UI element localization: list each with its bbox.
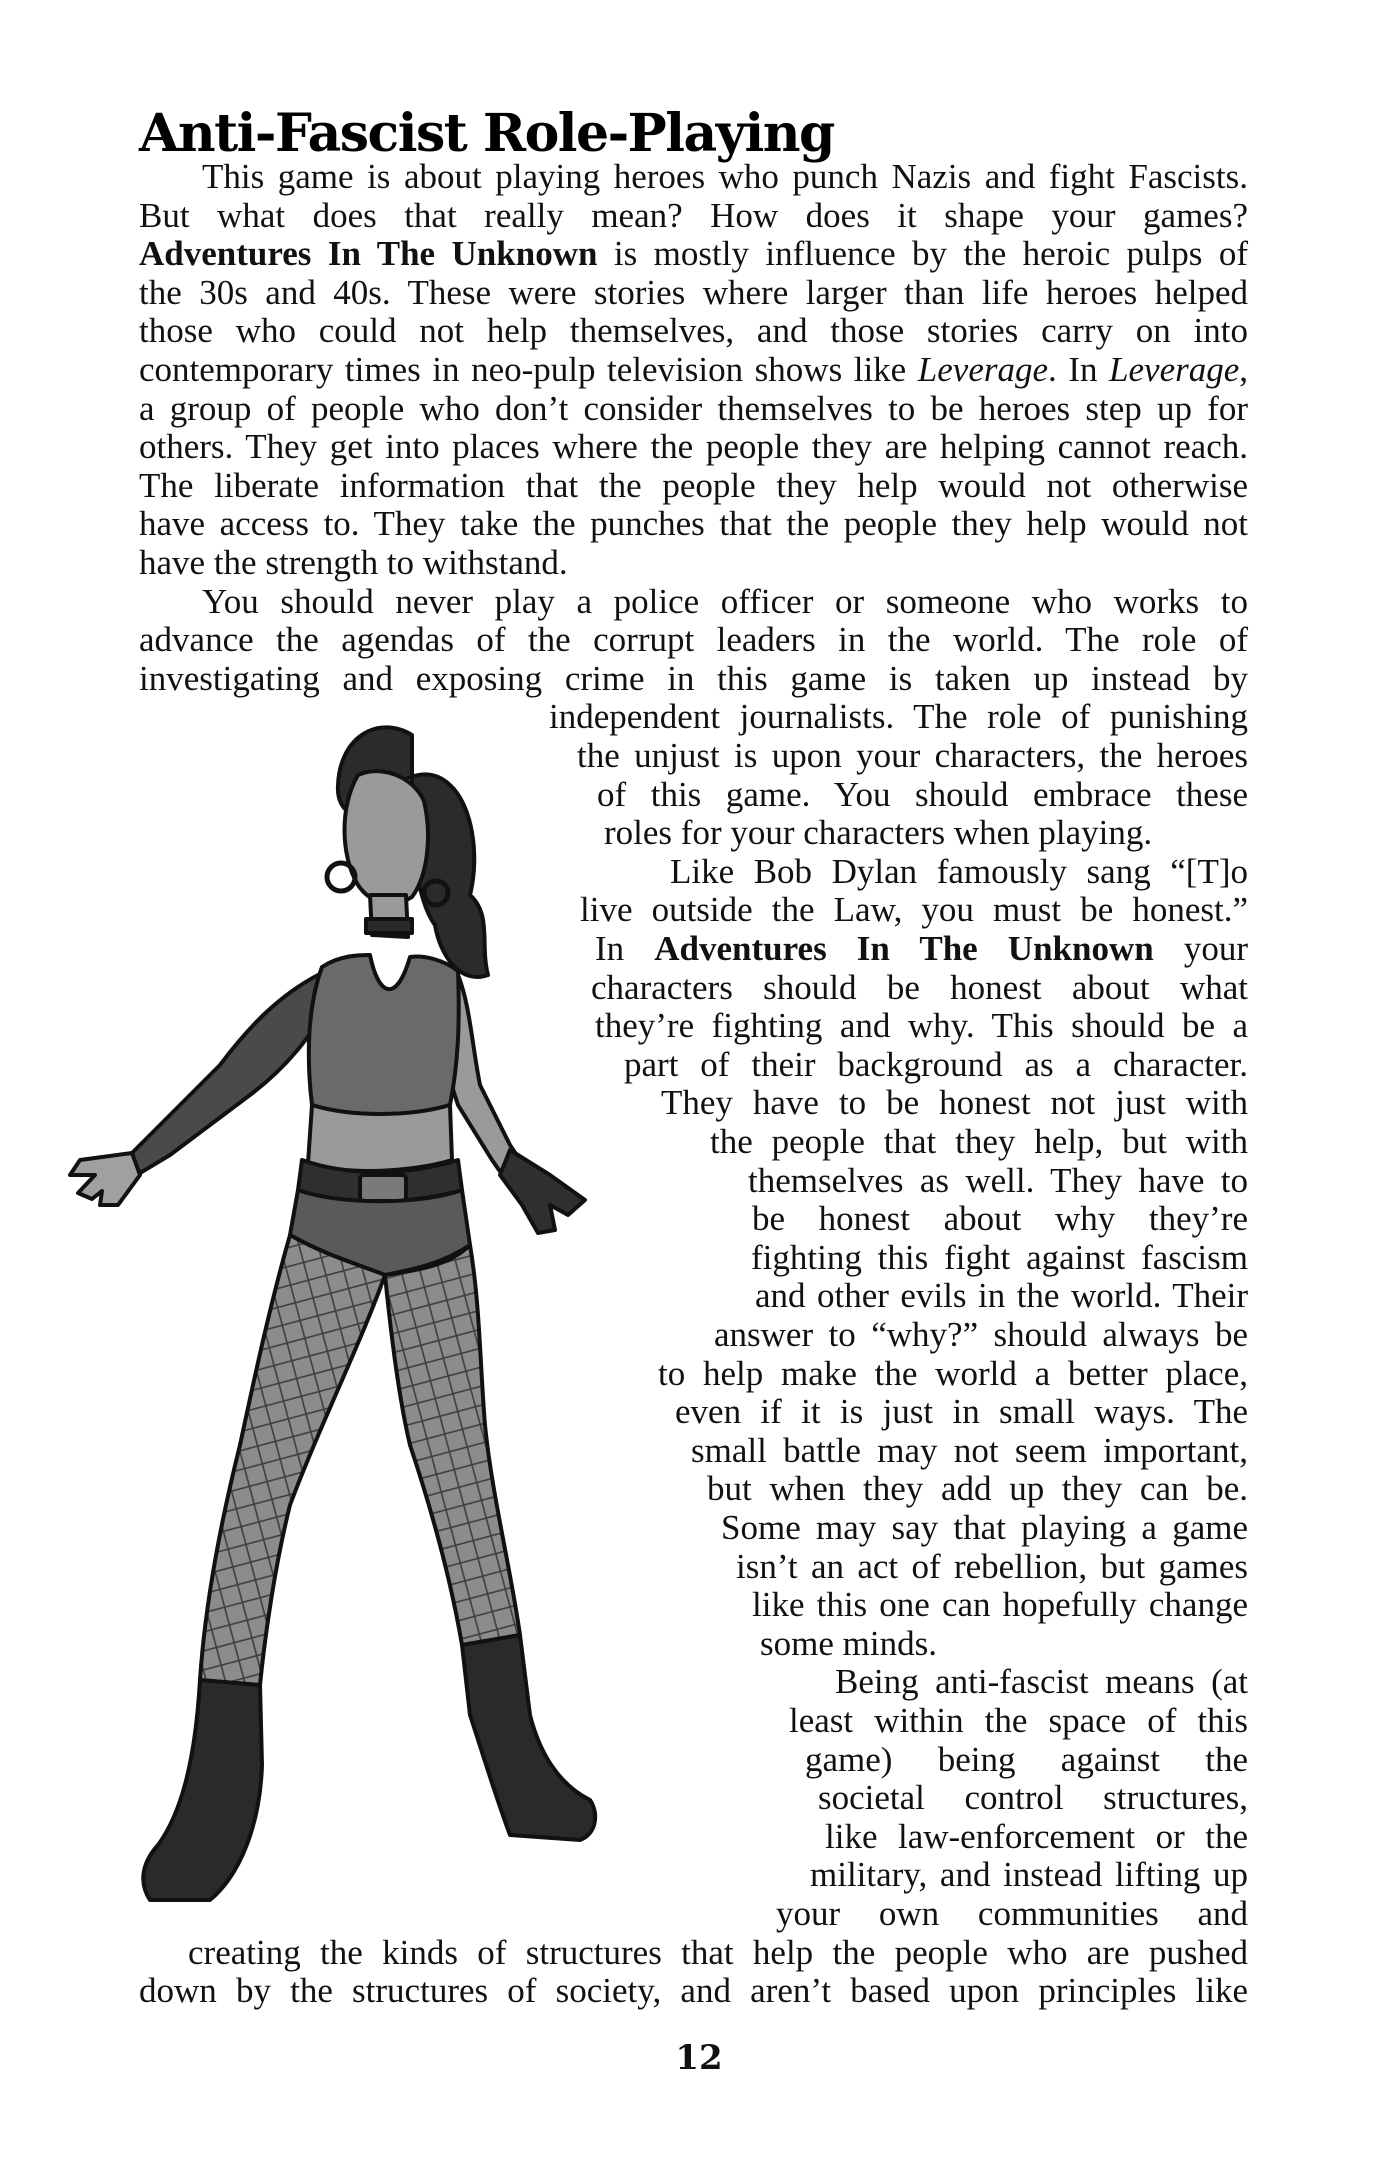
bold-title: Adventures In The Unknown [139, 234, 598, 274]
text-segment: In [595, 929, 655, 968]
text-segment: , [1239, 350, 1249, 389]
text-line: even if it is just in small ways. The [675, 1392, 1248, 1432]
text-line: to help make the world a better place, [658, 1353, 1248, 1393]
text-line: themselves as well. They have to [748, 1160, 1248, 1200]
left-boot-shape [143, 1680, 262, 1900]
text-line: But what does that really mean? How does it shape your games? [139, 195, 1248, 235]
text-line: isn’t an act of rebellion, but games [736, 1546, 1248, 1586]
text-line: independent journalists. The role of punishing [549, 697, 1248, 737]
text-line: like law-enforcement or the [825, 1816, 1248, 1856]
text-line: advance the agendas of the corrupt leaders in the world. The role of [139, 620, 1248, 660]
text-line: Being anti-fascist means (at [835, 1662, 1248, 1702]
text-line: characters should be honest about what [591, 967, 1248, 1007]
text-line [139, 350, 1248, 390]
text-line: answer to “why?” should always be [714, 1315, 1248, 1354]
text-line: You should never play a police officer or someone who works to [202, 581, 1248, 621]
text-line: live outside the Law, you must be honest.” [580, 890, 1248, 930]
text-line [595, 929, 1248, 969]
italic-title: Leverage [1109, 350, 1240, 389]
text-line: investigating and exposing crime in this game is taken up instead by [139, 658, 1248, 698]
text-line: some minds. [760, 1623, 937, 1663]
text-line: small battle may not seem important, [691, 1430, 1248, 1470]
text-line: like this one can hopefully change [752, 1585, 1248, 1625]
italic-title: Leverage [917, 350, 1049, 389]
text-line: those who could not help themselves, and those stories carry on into [139, 311, 1248, 351]
text-segment: contemporary times in neo-pulp television shows like [139, 350, 918, 389]
text-line: This game is about playing heroes who punch Nazis and fight Fascists. [202, 157, 1248, 196]
face-shape [345, 771, 429, 904]
text-line: They have to be honest not just with [661, 1083, 1248, 1123]
text-line: others. They get into places where the people they are helping cannot reach. [139, 427, 1248, 467]
text-line: societal control structures, [818, 1778, 1248, 1818]
text-line: military, and instead lifting up [810, 1855, 1248, 1895]
text-line: Like Bob Dylan famously sang “[T]o [670, 851, 1248, 891]
text-line: of this game. You should embrace these [597, 774, 1248, 814]
text-line: and other evils in the world. Their [755, 1276, 1248, 1316]
text-segment: is mostly influence by the heroic pulps of [597, 234, 1248, 274]
heroine-figure-illustration [40, 705, 780, 1925]
text-line: be honest about why they’re [752, 1199, 1248, 1239]
page-number: 12 [675, 2038, 723, 2078]
text-segment: . In [1048, 350, 1110, 389]
left-leg-shape [200, 1235, 385, 1685]
right-boot-shape [462, 1635, 595, 1840]
left-arm-shape [130, 975, 330, 1173]
text-line: a group of people who don’t consider themselves to be heroes step up for [139, 388, 1248, 428]
text-line: Some may say that playing a game [721, 1508, 1248, 1547]
right-leg-shape [385, 1245, 520, 1645]
text-line: down by the structures of society, and aren’t based upon principles like [139, 1971, 1248, 2011]
text-line: roles for your characters when playing. [604, 813, 1153, 853]
text-line: least within the space of this [789, 1701, 1248, 1740]
text-line: fighting this fight against fascism [751, 1237, 1248, 1277]
text-line: the people that they help, but with [710, 1122, 1248, 1161]
text-line: they’re fighting and why. This should be a [595, 1006, 1248, 1046]
text-line: The liberate information that the people they help would not otherwise [139, 465, 1248, 505]
page-title: Anti-Fascist Role-Playing [139, 103, 834, 164]
text-segment: your [1153, 929, 1248, 968]
text-line [139, 234, 1248, 274]
text-line: game) being against the [805, 1739, 1248, 1779]
text-line: part of their background as a character. [624, 1044, 1248, 1084]
top-shape [309, 955, 459, 1114]
text-line: but when they add up they can be. [707, 1469, 1248, 1509]
text-line: have access to. They take the punches that the people they help would not [139, 504, 1248, 544]
text-line: have the strength to withstand. [139, 543, 568, 582]
text-line: the 30s and 40s. These were stories where larger than life heroes helped [139, 272, 1248, 312]
text-line: the unjust is upon your characters, the heroes [577, 736, 1248, 775]
text-line: creating the kinds of structures that help the people who are pushed [188, 1932, 1248, 1972]
bold-title: Adventures In The Unknown [654, 929, 1154, 968]
text-line: your own communities and [776, 1894, 1248, 1933]
